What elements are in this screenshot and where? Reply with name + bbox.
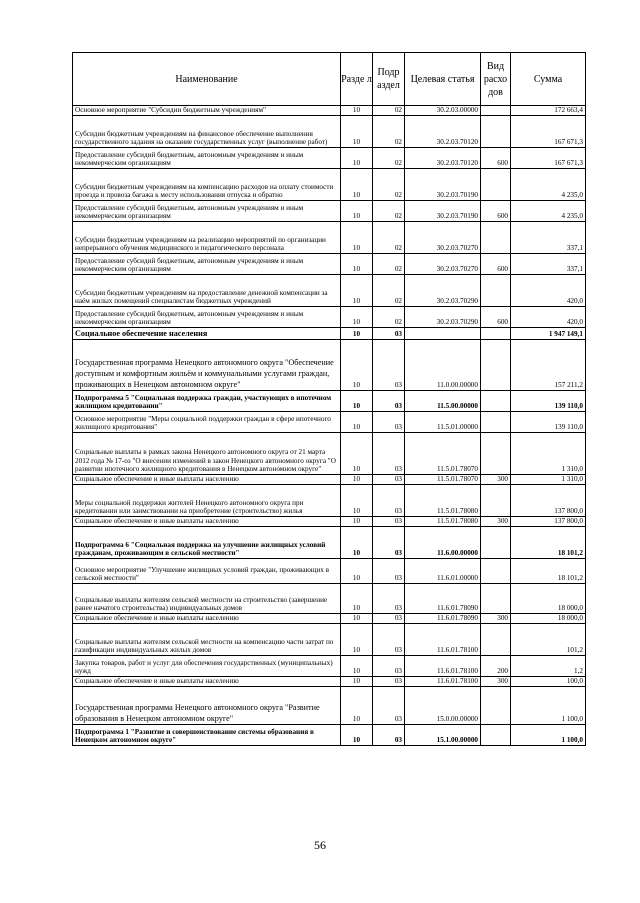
row-expense-type-cell: 300	[481, 614, 511, 624]
row-name-cell: Государственная программа Ненецкого автономного округа "Обеспечение доступным и комфортным жильём и коммунальными услугами граждан, проживающих в Ненецком автономном округе"	[73, 340, 341, 391]
row-subsection-cell: 02	[373, 148, 405, 169]
row-expense-type-cell	[481, 485, 511, 517]
row-article-cell: 30.2.03.70270	[405, 254, 481, 275]
table-row	[73, 517, 586, 527]
row-sum-cell: 337,1	[511, 254, 586, 275]
row-name-cell: Подпрограмма 5 "Социальная поддержка граждан, участвующих в ипотечном жилищном кредитовании"	[73, 391, 341, 412]
row-name-cell: Социальные выплаты жителям сельской местности на компенсацию части затрат по газификации индивидуальных жилых домов	[73, 624, 341, 656]
row-section-cell: 10	[341, 340, 373, 391]
row-sum-cell: 172 663,4	[511, 106, 586, 116]
row-name-cell: Социальные выплаты жителям сельской местности на строительство (завершение ранее начатого строительства) индивидуальных домов	[73, 584, 341, 614]
row-subsection-cell: 03	[373, 433, 405, 475]
row-name-cell: Основное мероприятие "Улучшение жилищных условий граждан, проживающих в сельской местности"	[73, 559, 341, 584]
row-name-cell: Социальное обеспечение и иные выплаты населению	[73, 677, 341, 687]
row-article-cell: 30.2.03.70290	[405, 307, 481, 328]
row-subsection-cell: 03	[373, 584, 405, 614]
table-row	[73, 328, 586, 340]
row-article-cell: 30.2.03.70120	[405, 148, 481, 169]
row-name-cell: Предоставление субсидий бюджетным, автономным учреждениям и иным некоммерческим организациям	[73, 307, 341, 328]
row-subsection-cell: 03	[373, 624, 405, 656]
row-section-cell: 10	[341, 328, 373, 340]
row-expense-type-cell	[481, 584, 511, 614]
row-sum-cell: 167 671,3	[511, 148, 586, 169]
row-expense-type-cell: 600	[481, 148, 511, 169]
row-article-cell: 11.6.01.78090	[405, 614, 481, 624]
row-subsection-cell: 03	[373, 485, 405, 517]
table-row	[73, 201, 586, 222]
row-sum-cell: 1 100,0	[511, 687, 586, 725]
table-row	[73, 340, 586, 391]
row-subsection-cell: 03	[373, 677, 405, 687]
row-sum-cell: 18 101,2	[511, 559, 586, 584]
row-expense-type-cell	[481, 559, 511, 584]
header-subsection: Подр аздел	[373, 53, 405, 106]
table-row	[73, 254, 586, 275]
row-name-cell: Основное мероприятие "Субсидии бюджетным учреждениям"	[73, 106, 341, 116]
row-sum-cell: 157 211,2	[511, 340, 586, 391]
header-expense-type: Вид расхо дов	[481, 53, 511, 106]
row-name-cell: Государственная программа Ненецкого автономного округа "Развитие образования в Ненецком автономном округе"	[73, 687, 341, 725]
row-subsection-cell: 02	[373, 254, 405, 275]
row-sum-cell: 1 310,0	[511, 475, 586, 485]
row-section-cell: 10	[341, 433, 373, 475]
row-article-cell: 11.6.01.00000	[405, 559, 481, 584]
row-article-cell: 11.5.01.78080	[405, 517, 481, 527]
row-sum-cell: 4 235,0	[511, 201, 586, 222]
row-name-cell: Подпрограмма 1 "Развитие и совершенствование системы образования в Ненецком автономном округе"	[73, 725, 341, 746]
row-section-cell: 10	[341, 116, 373, 148]
row-expense-type-cell: 600	[481, 307, 511, 328]
row-expense-type-cell	[481, 222, 511, 254]
table-row	[73, 677, 586, 687]
row-name-cell: Социальные выплаты в рамках закона Ненецкого автономного округа от 21 марта 2012 года № 17-оз "О внесении изменений в закон Ненецкого автономного округа "О развитии ипотечного жилищного кредитования в Ненецком автономном округе"	[73, 433, 341, 475]
row-subsection-cell: 03	[373, 328, 405, 340]
row-sum-cell: 18 101,2	[511, 527, 586, 559]
table-row	[73, 475, 586, 485]
row-name-cell: Закупка товаров, работ и услуг для обеспечения государственных (муниципальных) нужд	[73, 656, 341, 677]
row-article-cell: 30.2.03.70120	[405, 116, 481, 148]
row-subsection-cell: 02	[373, 116, 405, 148]
row-article-cell: 30.2.03.70270	[405, 222, 481, 254]
row-name-cell: Меры социальной поддержки жителей Ненецкого автономного округа при кредитовании или заимствовании на приобретение (строительство) жилья	[73, 485, 341, 517]
row-subsection-cell: 02	[373, 201, 405, 222]
row-section-cell: 10	[341, 559, 373, 584]
row-section-cell: 10	[341, 687, 373, 725]
row-sum-cell: 1 947 149,1	[511, 328, 586, 340]
row-expense-type-cell	[481, 116, 511, 148]
row-subsection-cell: 03	[373, 527, 405, 559]
row-expense-type-cell: 600	[481, 201, 511, 222]
row-subsection-cell: 03	[373, 475, 405, 485]
row-article-cell: 11.6.00.00000	[405, 527, 481, 559]
table-row	[73, 275, 586, 307]
row-sum-cell: 137 800,0	[511, 517, 586, 527]
row-section-cell: 10	[341, 517, 373, 527]
row-section-cell: 10	[341, 391, 373, 412]
row-name-cell: Основное мероприятие "Меры социальной поддержки граждан в сфере ипотечного жилищного кредитования"	[73, 412, 341, 433]
row-subsection-cell: 02	[373, 307, 405, 328]
row-sum-cell: 18 000,0	[511, 584, 586, 614]
row-expense-type-cell	[481, 527, 511, 559]
row-article-cell: 11.6.01.78100	[405, 677, 481, 687]
row-name-cell: Подпрограмма 6 "Социальная поддержка на улучшение жилищных условий гражданам, проживающим в сельской местности"	[73, 527, 341, 559]
row-article-cell	[405, 328, 481, 340]
row-article-cell: 11.5.01.78070	[405, 475, 481, 485]
row-sum-cell: 4 235,0	[511, 169, 586, 201]
row-name-cell: Предоставление субсидий бюджетным, автономным учреждениям и иным некоммерческим организациям	[73, 254, 341, 275]
page-number: 56	[314, 838, 326, 852]
row-sum-cell: 420,0	[511, 275, 586, 307]
row-expense-type-cell	[481, 433, 511, 475]
row-name-cell: Социальное обеспечение населения	[73, 328, 341, 340]
row-name-cell: Субсидии бюджетным учреждениям на реализацию мероприятий по организации непрерывного обучения медицинского и педагогического персонала	[73, 222, 341, 254]
row-section-cell: 10	[341, 677, 373, 687]
row-section-cell: 10	[341, 584, 373, 614]
table-row	[73, 656, 586, 677]
row-name-cell: Социальное обеспечение и иные выплаты населению	[73, 614, 341, 624]
row-section-cell: 10	[341, 307, 373, 328]
row-sum-cell: 139 110,0	[511, 391, 586, 412]
table-row	[73, 584, 586, 614]
table-body	[73, 106, 586, 746]
row-expense-type-cell	[481, 328, 511, 340]
row-article-cell: 11.5.00.00000	[405, 391, 481, 412]
table-row	[73, 116, 586, 148]
row-name-cell: Социальное обеспечение и иные выплаты населению	[73, 517, 341, 527]
row-sum-cell: 18 000,0	[511, 614, 586, 624]
table-row	[73, 222, 586, 254]
row-article-cell: 30.2.03.70190	[405, 201, 481, 222]
table-row	[73, 485, 586, 517]
row-expense-type-cell	[481, 391, 511, 412]
table-row	[73, 687, 586, 725]
row-expense-type-cell	[481, 169, 511, 201]
row-expense-type-cell: 200	[481, 656, 511, 677]
table-row	[73, 148, 586, 169]
row-expense-type-cell	[481, 687, 511, 725]
row-section-cell: 10	[341, 527, 373, 559]
row-expense-type-cell	[481, 725, 511, 746]
table-row	[73, 412, 586, 433]
table-row	[73, 106, 586, 116]
row-subsection-cell: 03	[373, 614, 405, 624]
row-article-cell: 11.0.00.00000	[405, 340, 481, 391]
budget-table	[72, 52, 586, 746]
row-subsection-cell: 02	[373, 169, 405, 201]
row-section-cell: 10	[341, 148, 373, 169]
header-sum: Сумма	[511, 53, 586, 106]
row-subsection-cell: 03	[373, 391, 405, 412]
row-subsection-cell: 03	[373, 687, 405, 725]
table-row	[73, 614, 586, 624]
row-sum-cell: 1,2	[511, 656, 586, 677]
row-expense-type-cell: 300	[481, 677, 511, 687]
row-sum-cell: 1 310,0	[511, 433, 586, 475]
row-section-cell: 10	[341, 222, 373, 254]
row-expense-type-cell	[481, 275, 511, 307]
row-expense-type-cell	[481, 340, 511, 391]
row-article-cell: 11.5.01.00000	[405, 412, 481, 433]
row-section-cell: 10	[341, 614, 373, 624]
row-expense-type-cell	[481, 412, 511, 433]
row-article-cell: 11.6.01.78090	[405, 584, 481, 614]
table-row	[73, 391, 586, 412]
row-sum-cell: 137 800,0	[511, 485, 586, 517]
row-section-cell: 10	[341, 725, 373, 746]
table-row	[73, 725, 586, 746]
row-article-cell: 11.5.01.78080	[405, 485, 481, 517]
row-section-cell: 10	[341, 169, 373, 201]
row-name-cell: Предоставление субсидий бюджетным, автономным учреждениям и иным некоммерческим организациям	[73, 148, 341, 169]
row-name-cell: Предоставление субсидий бюджетным, автономным учреждениям и иным некоммерческим организациям	[73, 201, 341, 222]
table-row	[73, 527, 586, 559]
row-expense-type-cell	[481, 106, 511, 116]
row-subsection-cell: 02	[373, 106, 405, 116]
table-row	[73, 559, 586, 584]
row-article-cell: 15.1.00.00000	[405, 725, 481, 746]
row-article-cell: 11.6.01.78100	[405, 624, 481, 656]
header-article: Целевая статья	[405, 53, 481, 106]
table-row	[73, 624, 586, 656]
row-subsection-cell: 03	[373, 725, 405, 746]
header-name: Наименование	[73, 53, 341, 106]
row-subsection-cell: 02	[373, 222, 405, 254]
row-section-cell: 10	[341, 254, 373, 275]
row-section-cell: 10	[341, 485, 373, 517]
row-expense-type-cell: 600	[481, 254, 511, 275]
row-section-cell: 10	[341, 412, 373, 433]
row-article-cell: 11.5.01.78070	[405, 433, 481, 475]
row-article-cell: 15.0.00.00000	[405, 687, 481, 725]
row-expense-type-cell: 300	[481, 517, 511, 527]
row-name-cell: Субсидии бюджетным учреждениям на финансовое обеспечение выполнения государственного задания на оказание государственных услуг (выполнение работ)	[73, 116, 341, 148]
row-expense-type-cell	[481, 624, 511, 656]
row-sum-cell: 337,1	[511, 222, 586, 254]
row-section-cell: 10	[341, 656, 373, 677]
row-section-cell: 10	[341, 624, 373, 656]
table-row	[73, 307, 586, 328]
row-sum-cell: 100,0	[511, 677, 586, 687]
row-article-cell: 30.2.03.70190	[405, 169, 481, 201]
row-section-cell: 10	[341, 475, 373, 485]
row-subsection-cell: 03	[373, 412, 405, 433]
row-expense-type-cell: 300	[481, 475, 511, 485]
row-sum-cell: 139 110,0	[511, 412, 586, 433]
row-sum-cell: 420,0	[511, 307, 586, 328]
row-subsection-cell: 03	[373, 559, 405, 584]
row-subsection-cell: 03	[373, 340, 405, 391]
table-row	[73, 169, 586, 201]
header-section: Разде л	[341, 53, 373, 106]
row-name-cell: Субсидии бюджетным учреждениям на предоставление денежной компенсации за наём жилых помещений специалистам бюджетных учреждений	[73, 275, 341, 307]
row-name-cell: Субсидии бюджетным учреждениям на компенсацию расходов на оплату стоимости проезда и провоза багажа к месту использования отпуска и обратно	[73, 169, 341, 201]
row-sum-cell: 1 100,0	[511, 725, 586, 746]
row-section-cell: 10	[341, 275, 373, 307]
row-sum-cell: 167 671,3	[511, 116, 586, 148]
row-article-cell: 30.2.03.70290	[405, 275, 481, 307]
row-section-cell: 10	[341, 201, 373, 222]
row-subsection-cell: 03	[373, 656, 405, 677]
row-subsection-cell: 02	[373, 275, 405, 307]
row-subsection-cell: 03	[373, 517, 405, 527]
row-name-cell: Социальное обеспечение и иные выплаты населению	[73, 475, 341, 485]
row-article-cell: 30.2.03.00000	[405, 106, 481, 116]
row-sum-cell: 101,2	[511, 624, 586, 656]
table-header-row	[73, 53, 586, 106]
table-row	[73, 433, 586, 475]
row-section-cell: 10	[341, 106, 373, 116]
row-article-cell: 11.6.01.78100	[405, 656, 481, 677]
